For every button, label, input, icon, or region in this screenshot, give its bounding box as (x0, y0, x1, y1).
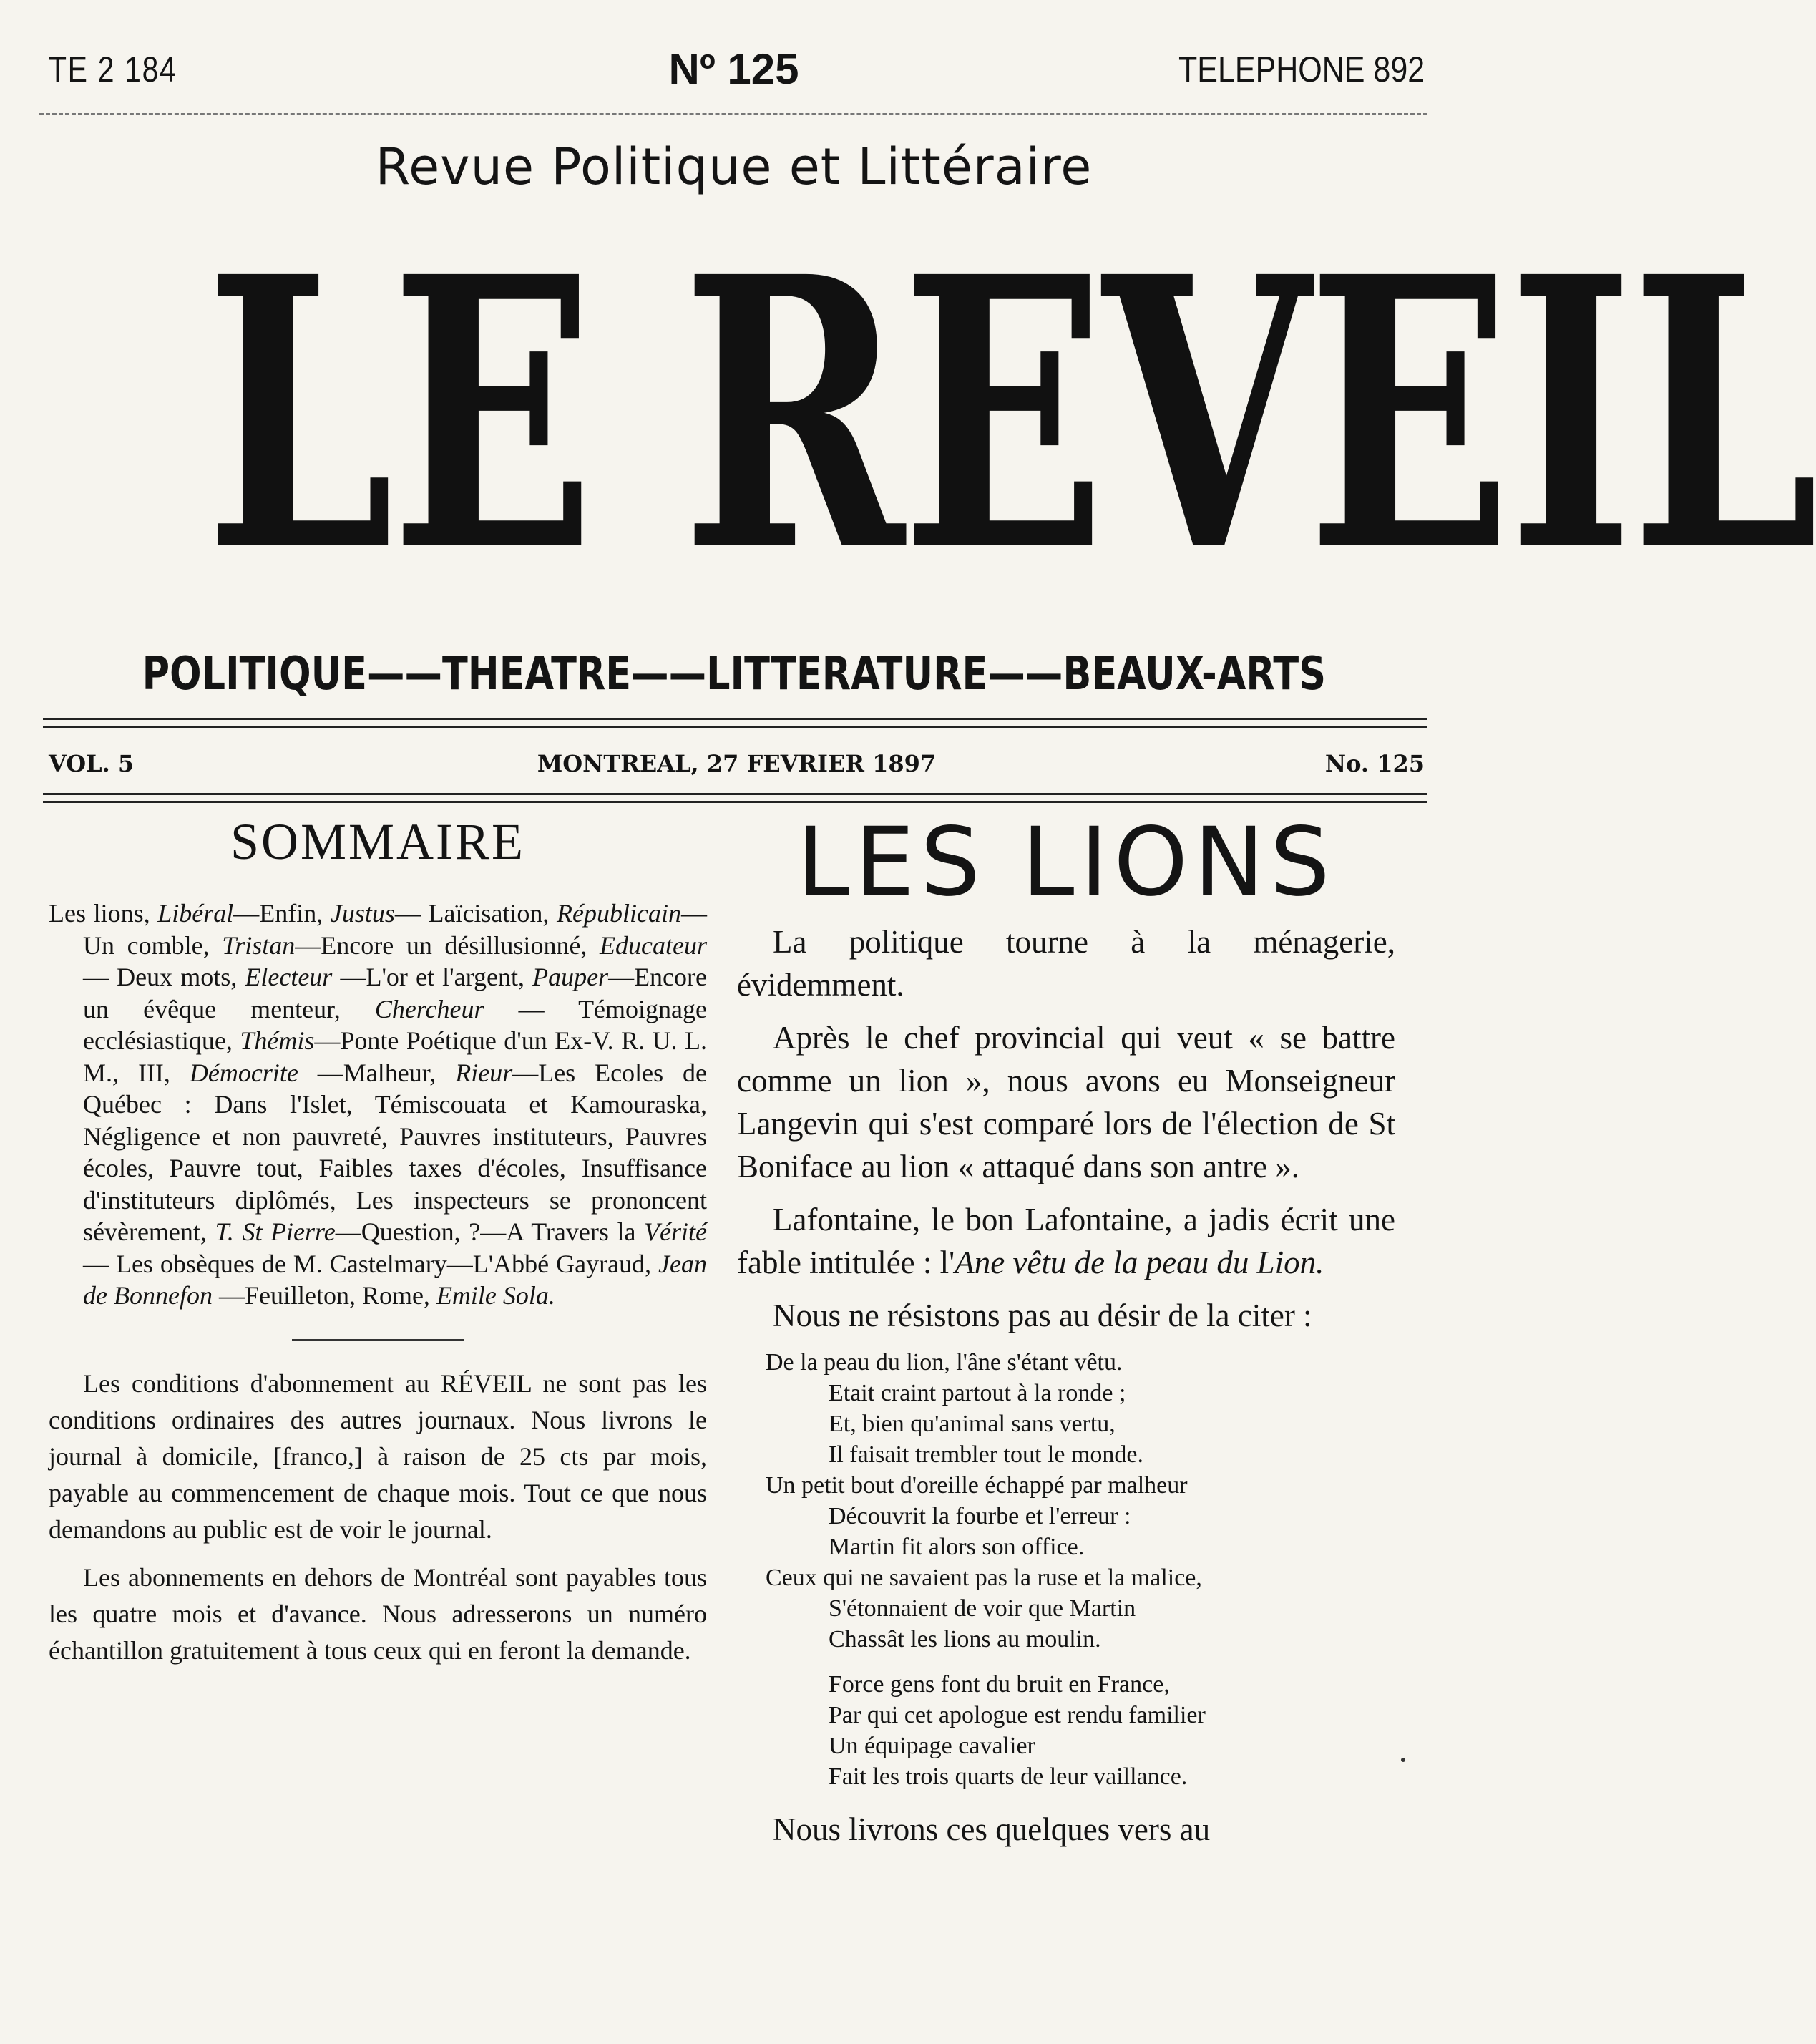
author-name: Jean de Bonnefon (83, 1249, 707, 1310)
poem-line: Ceux qui ne savaient pas la ruse et la malice, (766, 1564, 1202, 1591)
article-paragraph: Nous ne résistons pas au désir de la citer : (773, 1298, 1312, 1333)
article-paragraph: La politique tourne à la ménagerie, évidemment. (737, 924, 1395, 1003)
issue-label: No. 125 (1324, 750, 1425, 777)
poem-line: Par qui cet apologue est rendu familier (829, 1702, 1206, 1728)
poem-line: Fait les trois quarts de leur vaillance. (829, 1763, 1188, 1790)
author-name: Pauper (532, 963, 609, 991)
masthead-subtitle: Revue Politique et Littéraire (375, 137, 1093, 196)
sommaire-item: — Témoignage ecclésiastique, (83, 994, 707, 1055)
author-name: Thémis (240, 1026, 315, 1055)
author-name: Rieur (455, 1058, 513, 1087)
sommaire-item: —L'or et l'argent, (332, 963, 533, 991)
author-name: Emile Sola. (436, 1281, 555, 1310)
print-speck (1401, 1758, 1405, 1762)
page-marker: TE 2 184 (49, 49, 177, 89)
sommaire-heading: SOMMAIRE (230, 813, 526, 870)
date-place: MONTREAL, 27 FEVRIER 1897 (537, 750, 937, 777)
sommaire-item: — Laïcisation, (394, 899, 557, 928)
stanza-gap (766, 1655, 1395, 1669)
fable-poem (766, 1347, 1395, 1792)
sommaire-item: — Deux mots, (83, 963, 245, 991)
author-name: Chercheur (374, 994, 484, 1023)
author-name: Tristan (222, 930, 296, 960)
author-name: Electeur (245, 963, 333, 991)
poem-line: Découvrit la fourbe et l'erreur : (829, 1503, 1131, 1529)
sommaire-item: —Enfin, (233, 899, 331, 928)
subscription-paragraph: Les abonnements en dehors de Montréal sont payables tous les quatre mois et d'avance. Nous adresserons un numéro échantillon gratuitement à tous ceux qui en feront la demande. (49, 1562, 707, 1665)
sommaire-item: —Un comble, (83, 899, 707, 960)
article-title: LES LIONS (796, 807, 1336, 918)
subscription-paragraph: Les conditions d'abonnement au RÉVEIL ne sont pas les conditions ordinaires des autres journaux. Nous livrons le journal à domicile, [franco,] à raison de 25 cts par mois, payable au commencement de chaque mois. Tout ce que nous demandons au public est de voir le journal. (49, 1368, 707, 1544)
author-name: Vérité (644, 1217, 708, 1246)
author-name: Justus (330, 899, 395, 928)
author-name: Educateur (600, 930, 708, 960)
left-column (49, 812, 707, 1680)
sommaire-item: —Feuilleton, Rome, (212, 1281, 436, 1310)
article-paragraph: Après le chef provincial qui veut « se battre comme un lion », nous avons eu Monseigneur Langevin qui s'est comparé lors de l'élection de St Boniface au lion « attaqué dans son antre ». (737, 1020, 1395, 1184)
article-text: Lafontaine, le bon Lafontaine, a jadis écrit une fable intitulée : l' (737, 1202, 1395, 1280)
poem-line: Force gens font du bruit en France, (829, 1671, 1170, 1698)
author-name: T. St Pierre (215, 1217, 336, 1246)
divider (39, 113, 1427, 115)
poem-line: Un petit bout d'oreille échappé par malheur (766, 1472, 1188, 1499)
poem-line: Martin fit alors son office. (829, 1534, 1085, 1560)
volume-label: VOL. 5 (49, 750, 135, 777)
fable-title: Ane vêtu de la peau du Lion. (955, 1245, 1324, 1280)
poem-line: S'étonnaient de voir que Martin (829, 1595, 1136, 1622)
divider (43, 793, 1427, 803)
top-line (43, 44, 1425, 102)
telephone-number: TELEPHONE 892 (1178, 49, 1425, 89)
sommaire-item: —Les Ecoles de Québec : Dans l'Islet, Témiscouata et Kamouraska, Négligence et non pauvreté, Pauvres instituteurs, Pauvres écoles, Pauvre tout, Faibles taxes d'écoles, Insuffisance d'instituteurs diplômés, Les inspecteurs se prononcent sévèrement, (83, 1058, 707, 1246)
author-name: Démocrite (189, 1058, 298, 1087)
poem-line: Chassât les lions au moulin. (829, 1626, 1101, 1653)
poem-line: Il faisait trembler tout le monde. (829, 1441, 1143, 1468)
poem-line: Et, bien qu'animal sans vertu, (829, 1411, 1116, 1437)
poem-line: De la peau du lion, l'âne s'étant vêtu. (766, 1349, 1123, 1376)
sommaire-item: —Encore un désillusionné, (295, 930, 600, 960)
sommaire-text (49, 897, 707, 1312)
sommaire-item: —Question, ?—A Travers la (335, 1217, 645, 1246)
article-paragraph: Nous livrons ces quelques vers au (773, 1811, 1211, 1847)
sommaire-item: Les lions, (49, 899, 158, 928)
dateline (49, 750, 1425, 786)
divider (43, 718, 1427, 728)
sommaire-item: —Encore un évêque menteur, (83, 963, 707, 1023)
poem-line: Un équipage cavalier (829, 1733, 1035, 1759)
divider (292, 1339, 464, 1341)
right-column (737, 809, 1395, 1851)
issue-number: Nº 125 (668, 45, 799, 93)
poem-line: Etait craint partout à la ronde ; (829, 1380, 1126, 1406)
section-list-text: POLITIQUE——THEATRE——LITTERATURE——BEAUX-ARTS (142, 648, 1326, 701)
masthead (0, 196, 1816, 633)
article-paragraph (737, 1198, 1395, 1284)
newspaper-title: LE REVEIL (205, 196, 1816, 633)
sommaire-item: — Les obsèques de M. Castelmary—L'Abbé Gayraud, (83, 1249, 659, 1278)
author-name: Républicain (557, 899, 681, 928)
sommaire-item: —Ponte Poétique d'un Ex-V. R. U. L. M., III, (83, 1026, 707, 1087)
author-name: Libéral (157, 899, 234, 928)
section-list (0, 648, 1468, 701)
sommaire-item: —Malheur, (298, 1058, 456, 1087)
